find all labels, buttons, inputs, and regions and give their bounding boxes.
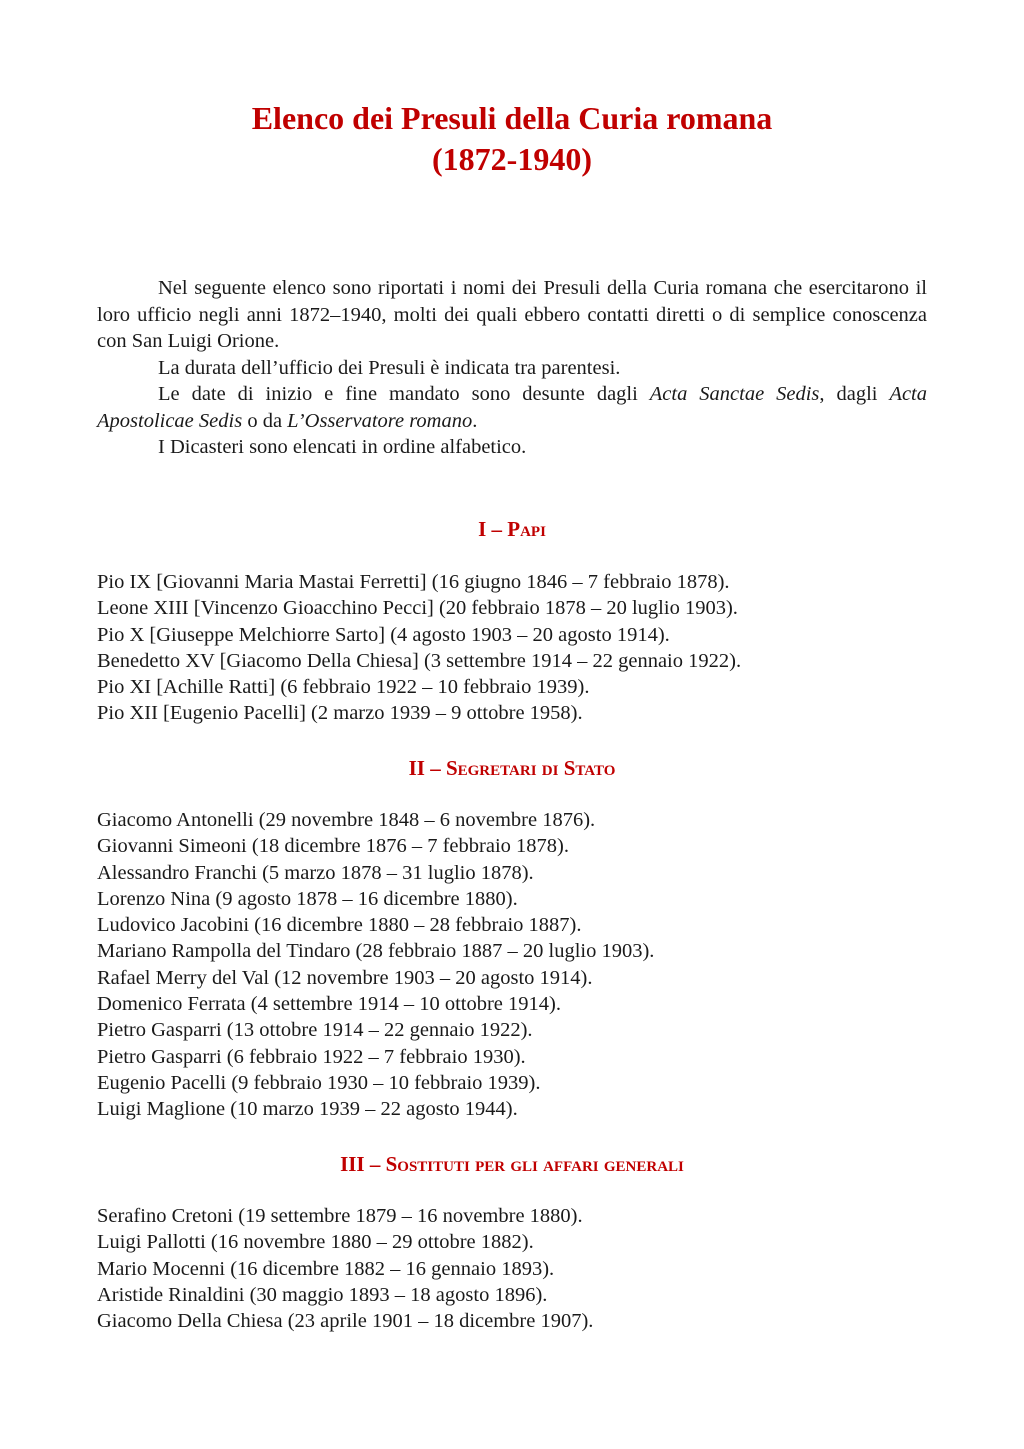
list-item: Rafael Merry del Val (12 novembre 1903 – 20 agosto 1914). <box>97 966 593 989</box>
list-item: Mariano Rampolla del Tindaro (28 febbraio 1887 – 20 luglio 1903). <box>97 940 655 963</box>
list-item: Ludovico Jacobini (16 dicembre 1880 – 28 febbraio 1887). <box>97 914 582 937</box>
list-item: Aristide Rinaldini (30 maggio 1893 – 18 agosto 1896). <box>97 1283 548 1306</box>
list-item: Serafino Cretoni (19 settembre 1879 – 16 novembre 1880). <box>97 1205 583 1227</box>
intro-p3-text-g: . <box>472 409 478 432</box>
acta-sanctae-sedis-ref: Acta Sanctae Sedis <box>649 383 820 405</box>
document-title <box>97 98 927 180</box>
intro-p3-text-c: , dagli <box>819 383 890 405</box>
intro-paragraph-1: Nel seguente elenco sono riportati i nomi dei Presuli della Curia romana che esercitarono il loro ufficio negli anni 1872–1940, molti dei quali ebbero contatti diretti o di semplice conoscenza con San Luigi Orione. <box>97 277 927 352</box>
list-item: Pietro Gasparri (6 febbraio 1922 – 7 febbraio 1930). <box>97 1045 526 1068</box>
list-item: Luigi Pallotti (16 novembre 1880 – 29 ottobre 1882). <box>97 1231 534 1254</box>
intro-paragraph-3 <box>97 381 927 434</box>
list-item: Leone XIII [Vincenzo Gioacchino Pecci] (20 febbraio 1878 – 20 luglio 1903). <box>97 597 738 620</box>
intro-text <box>97 275 927 461</box>
section-numeral: II – <box>408 756 446 780</box>
list-item: Eugenio Pacelli (9 febbraio 1930 – 10 febbraio 1939). <box>97 1071 541 1094</box>
section-name: Papi <box>507 517 546 541</box>
list-item: Giacomo Antonelli (29 novembre 1848 – 6 novembre 1876). <box>97 809 596 831</box>
list-papi <box>97 569 927 727</box>
section-name: Segretari di Stato <box>445 756 616 780</box>
section-heading-papi <box>97 516 927 542</box>
list-sostituti <box>97 1203 927 1334</box>
list-item: Alessandro Franchi (5 marzo 1878 – 31 luglio 1878). <box>97 861 534 884</box>
section-numeral: III – <box>340 1152 386 1176</box>
list-item: Giacomo Della Chiesa (23 aprile 1901 – 18 dicembre 1907). <box>97 1310 594 1333</box>
section-name: Sostituti per gli affari generali <box>385 1152 684 1176</box>
list-item: Pio XI [Achille Ratti] (6 febbraio 1922 – 10 febbraio 1939). <box>97 676 590 699</box>
list-segretari <box>97 807 927 1123</box>
list-item: Domenico Ferrata (4 settembre 1914 – 10 ottobre 1914). <box>97 993 561 1016</box>
intro-paragraph-4: I Dicasteri sono elencati in ordine alfabetico. <box>158 436 527 458</box>
list-item: Pio IX [Giovanni Maria Mastai Ferretti] (16 giugno 1846 – 7 febbraio 1878). <box>97 571 730 593</box>
intro-paragraph-2: La durata dell’ufficio dei Presuli è indicata tra parentesi. <box>158 356 621 379</box>
acta-apostolicae-sedis-ref: Acta Apostolicae Sedis <box>97 383 928 432</box>
list-item: Mario Mocenni (16 dicembre 1882 – 16 gennaio 1893). <box>97 1257 555 1280</box>
list-item: Luigi Maglione (10 marzo 1939 – 22 agosto 1944). <box>97 1098 518 1121</box>
section-numeral: I – <box>478 517 508 541</box>
title-line-2: (1872-1940) <box>432 141 592 177</box>
list-item: Giovanni Simeoni (18 dicembre 1876 – 7 febbraio 1878). <box>97 835 569 858</box>
section-heading-sostituti <box>97 1151 927 1177</box>
list-item: Benedetto XV [Giacomo Della Chiesa] (3 settembre 1914 – 22 gennaio 1922). <box>97 649 742 672</box>
intro-p3-text-a: Le date di inizio e fine mandato sono desunte dagli <box>158 383 650 405</box>
intro-p3-text-e: o da <box>242 409 288 432</box>
list-item: Lorenzo Nina (9 agosto 1878 – 16 dicembre 1880). <box>97 887 518 910</box>
list-item: Pio X [Giuseppe Melchiorre Sarto] (4 agosto 1903 – 20 agosto 1914). <box>97 623 670 646</box>
osservatore-romano-ref: L’Osservatore romano <box>287 409 473 432</box>
list-item: Pietro Gasparri (13 ottobre 1914 – 22 gennaio 1922). <box>97 1019 533 1042</box>
section-heading-segretari <box>97 755 927 781</box>
list-item: Pio XII [Eugenio Pacelli] (2 marzo 1939 – 9 ottobre 1958). <box>97 702 583 725</box>
title-line-1: Elenco dei Presuli della Curia romana <box>251 100 773 136</box>
